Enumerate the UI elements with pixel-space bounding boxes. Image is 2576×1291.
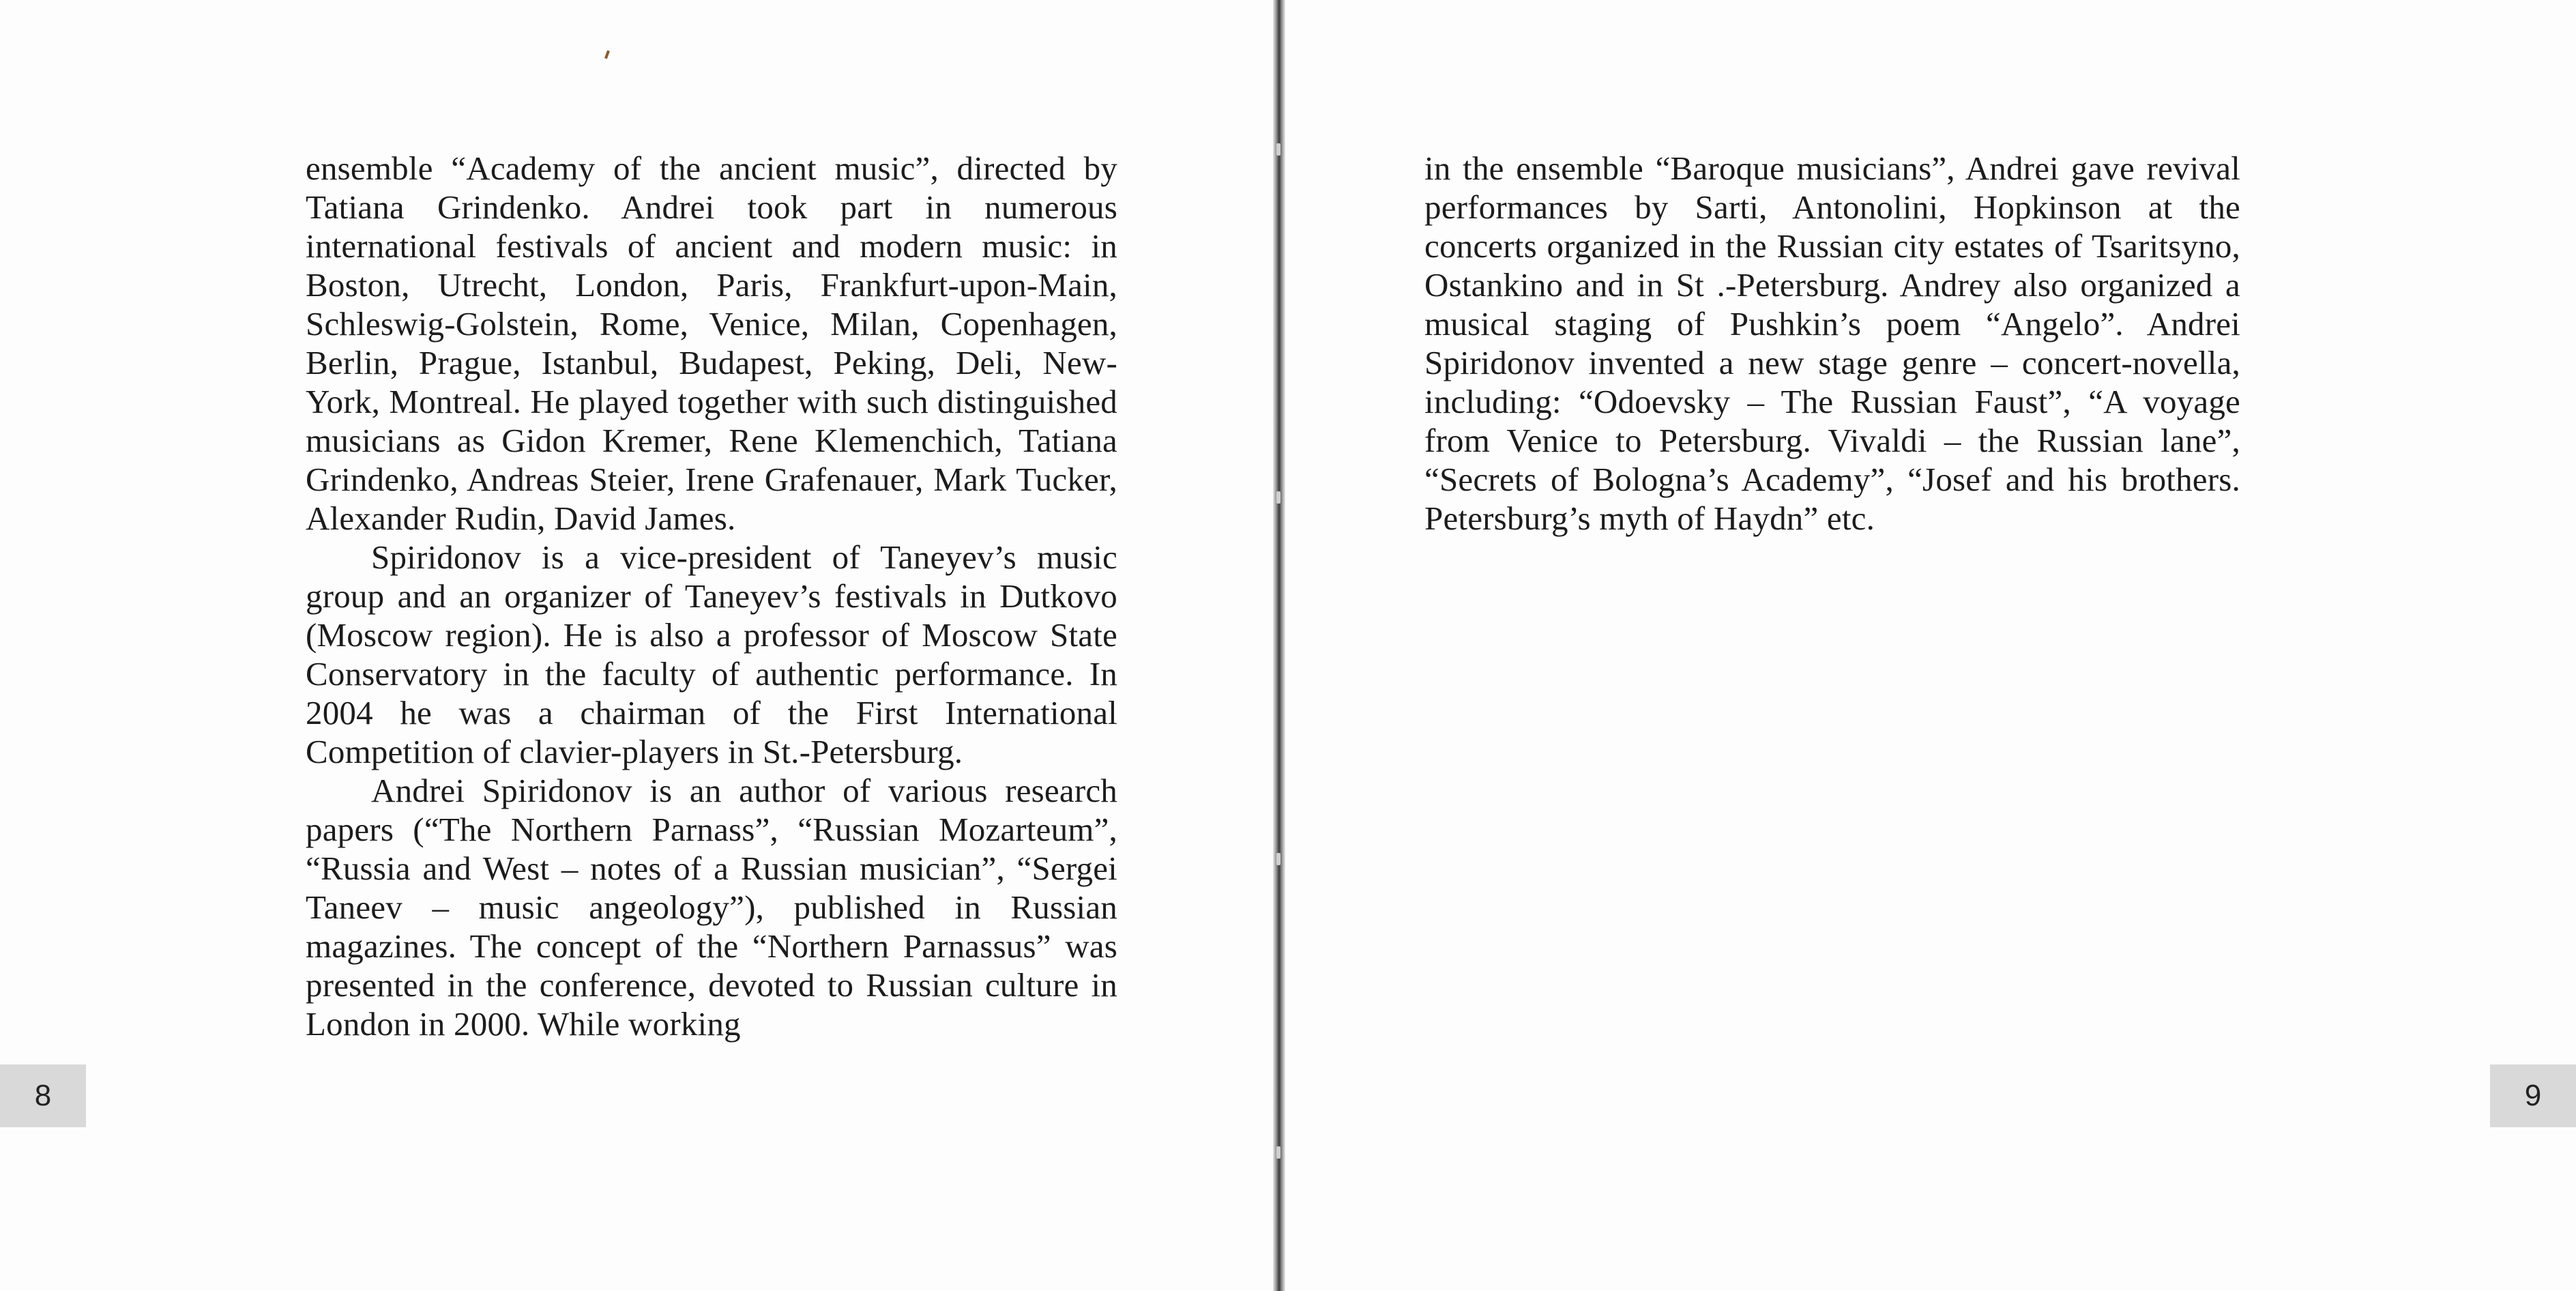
ink-speck xyxy=(604,50,610,59)
right-page-text xyxy=(1424,149,2240,538)
spine-stitch xyxy=(1276,491,1280,504)
page-number-left: 8 xyxy=(0,1064,86,1127)
left-paragraph-3: Andrei Spiridonov is an author of various research papers (“The Northern Parnass”, “Russian Mozarteum”, “Russia and West – notes of a Russian musician”, “Sergei Taneev – music angeology”), published in Russian magazines. The concept of the “Northern Parnassus” was presented in the conference, devoted to Russian culture in London in 2000. While working xyxy=(306,772,1117,1043)
spine-stitch xyxy=(1276,143,1280,156)
spine-stitch xyxy=(1276,853,1280,865)
right-paragraph-1: in the ensemble “Baroque musicians”, Andrei gave revival performances by Sarti, Antonolini, Hopkinson at the concerts organized in the Russian city estates of Tsaritsyno, Ostankino and in St .-Petersburg. Andrey also organized a musical staging of Pushkin’s poem “Angelo”. Andrei Spiridonov invented a new stage genre – concert-novella, including: “Odoevsky – The Russian Faust”, “A voyage from Venice to Petersburg. Vivaldi – the Russian lane”, “Secrets of Bologna’s Academy”, “Josef and his brothers. Petersburg’s myth of Haydn” etc. xyxy=(1424,149,2240,537)
left-page xyxy=(0,0,1274,1291)
book-spine xyxy=(1273,0,1285,1291)
left-paragraph-1: ensemble “Academy of the ancient music”, directed by Tatiana Grindenko. Andrei took part in numerous international festivals of ancient and modern music: in Boston, Utrecht, London, Paris, Frankfurt-upon-Main, Schleswig-Golstein, Rome, Venice, Milan, Copenhagen, Berlin, Prague, Istanbul, Budapest, Peking, Deli, New-York, Montreal. He played together with such distinguished musicians as Gidon Kremer, Rene Klemenchich, Tatiana Grindenko, Andreas Steier, Irene Grafenauer, Mark Tucker, Alexander Rudin, David James. xyxy=(306,149,1117,537)
left-page-text xyxy=(306,149,1117,1043)
spine-stitch xyxy=(1276,1146,1280,1159)
left-paragraph-2: Spiridonov is a vice-president of Taneyev’s music group and an organizer of Taneyev’s festivals in Dutkovo (Moscow region). He is also a professor of Moscow State Conservatory in the faculty of authentic performance. In 2004 he was a chairman of the First International Competition of clavier-players in St.-Petersburg. xyxy=(306,538,1117,770)
page-number-right: 9 xyxy=(2490,1064,2576,1127)
